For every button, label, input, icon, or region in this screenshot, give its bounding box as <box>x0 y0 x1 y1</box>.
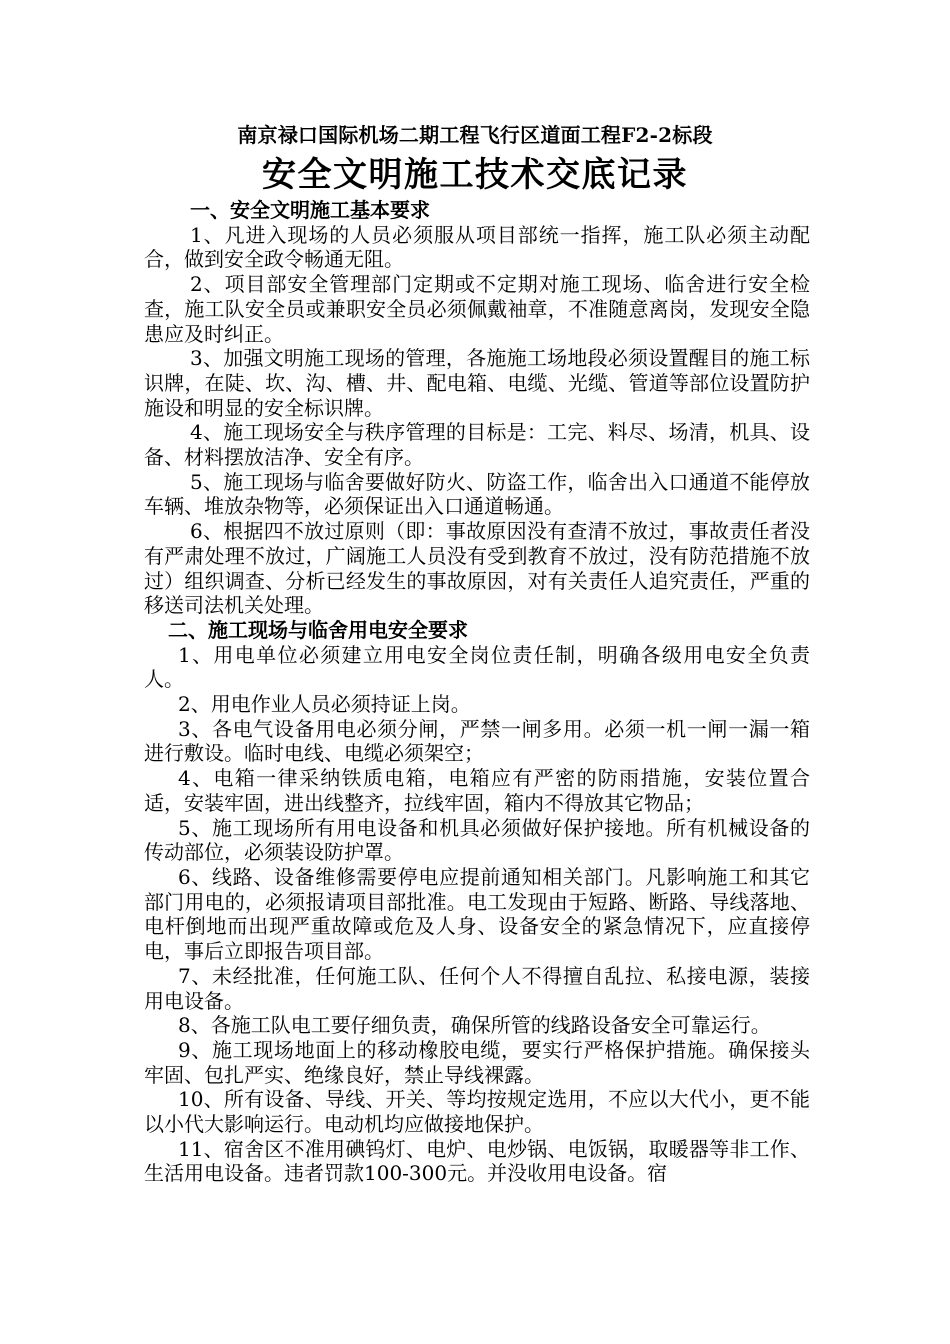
paragraph: 7、未经批准，任何施工队、任何个人不得擅自乱拉、私接电源，装接用电设备。 <box>144 963 810 1013</box>
paragraph: 9、施工现场地面上的移动橡胶电缆，要实行严格保护措施。确保接头牢固、包扎严实、绝缘良好，禁止导线裸露。 <box>144 1037 810 1087</box>
section-heading: 一、安全文明施工基本要求 <box>190 198 430 222</box>
paragraph: 6、根据四不放过原则（即：事故原因没有查清不放过，事故责任者没有严肃处理不放过，广阔施工人员没有受到教育不放过，没有防范措施不放过）组织调查、分析已经发生的事故原因，对有关责任人追究责任，严重的移送司法机关处理。 <box>144 519 810 618</box>
paragraph: 8、各施工队电工要仔细负责，确保所管的线路设备安全可靠运行。 <box>178 1013 771 1038</box>
document-subtitle: 南京禄口国际机场二期工程飞行区道面工程F2-2标段 <box>237 123 713 147</box>
section-heading: 二、施工现场与临舍用电安全要求 <box>168 617 468 642</box>
paragraph: 11、宿舍区不准用碘钨灯、电炉、电炒锅、电饭锅，取暖器等非工作、生活用电设备。违者罚款100-300元。并没收用电设备。宿 <box>144 1136 810 1186</box>
paragraph: 1、凡进入现场的人员必须服从项目部统一指挥，施工队必须主动配合，做到安全政令畅通无阻。 <box>144 222 810 272</box>
paragraph: 4、电箱一律采纳铁质电箱，电箱应有严密的防雨措施，安装位置合适，安装牢固，进出线整齐，拉线牢固，箱内不得放其它物品； <box>144 766 810 815</box>
paragraph: 10、所有设备、导线、开关、等均按规定选用，不应以大代小，更不能以小代大影响运行。电动机均应做接地保护。 <box>144 1087 810 1137</box>
paragraph: 5、施工现场与临舍要做好防火、防盗工作，临舍出入口通道不能停放车辆、堆放杂物等，必须保证出入口通道畅通。 <box>144 469 810 519</box>
document-body <box>144 198 810 1186</box>
paragraph: 5、施工现场所有用电设备和机具必须做好保护接地。所有机械设备的传动部位，必须装设防护罩。 <box>144 815 810 865</box>
paragraph: 6、线路、设备维修需要停电应提前通知相关部门。凡影响施工和其它部门用电的，必须报请项目部批准。电工发现由于短路、断路、导线落地、电杆倒地而出现严重故障或危及人身、设备安全的紧急情况下，应直接停电，事后立即报告项目部。 <box>144 864 810 964</box>
paragraph: 2、用电作业人员必须持证上岗。 <box>178 692 471 717</box>
paragraph: 4、施工现场安全与秩序管理的目标是：工完、料尽、场清，机具、设备、材料摆放洁净、安全有序。 <box>144 420 810 470</box>
paragraph: 1、用电单位必须建立用电安全岗位责任制，明确各级用电安全负责人。 <box>144 642 810 692</box>
paragraph: 2、项目部安全管理部门定期或不定期对施工现场、临舍进行安全检查，施工队安全员或兼职安全员必须佩戴袖章，不准随意离岗，发现安全隐患应及时纠正。 <box>144 272 810 346</box>
paragraph: 3、各电气设备用电必须分闸，严禁一闸多用。必须一机一闸一漏一箱进行敷设。临时电线、电缆必须架空； <box>144 716 810 766</box>
document-title: 安全文明施工技术交底记录 <box>262 155 688 195</box>
paragraph: 3、加强文明施工现场的管理，各施施工场地段必须设置醒目的施工标识牌，在陡、坎、沟、槽、井、配电箱、电缆、光缆、管道等部位设置防护施设和明显的安全标识牌。 <box>144 346 810 420</box>
